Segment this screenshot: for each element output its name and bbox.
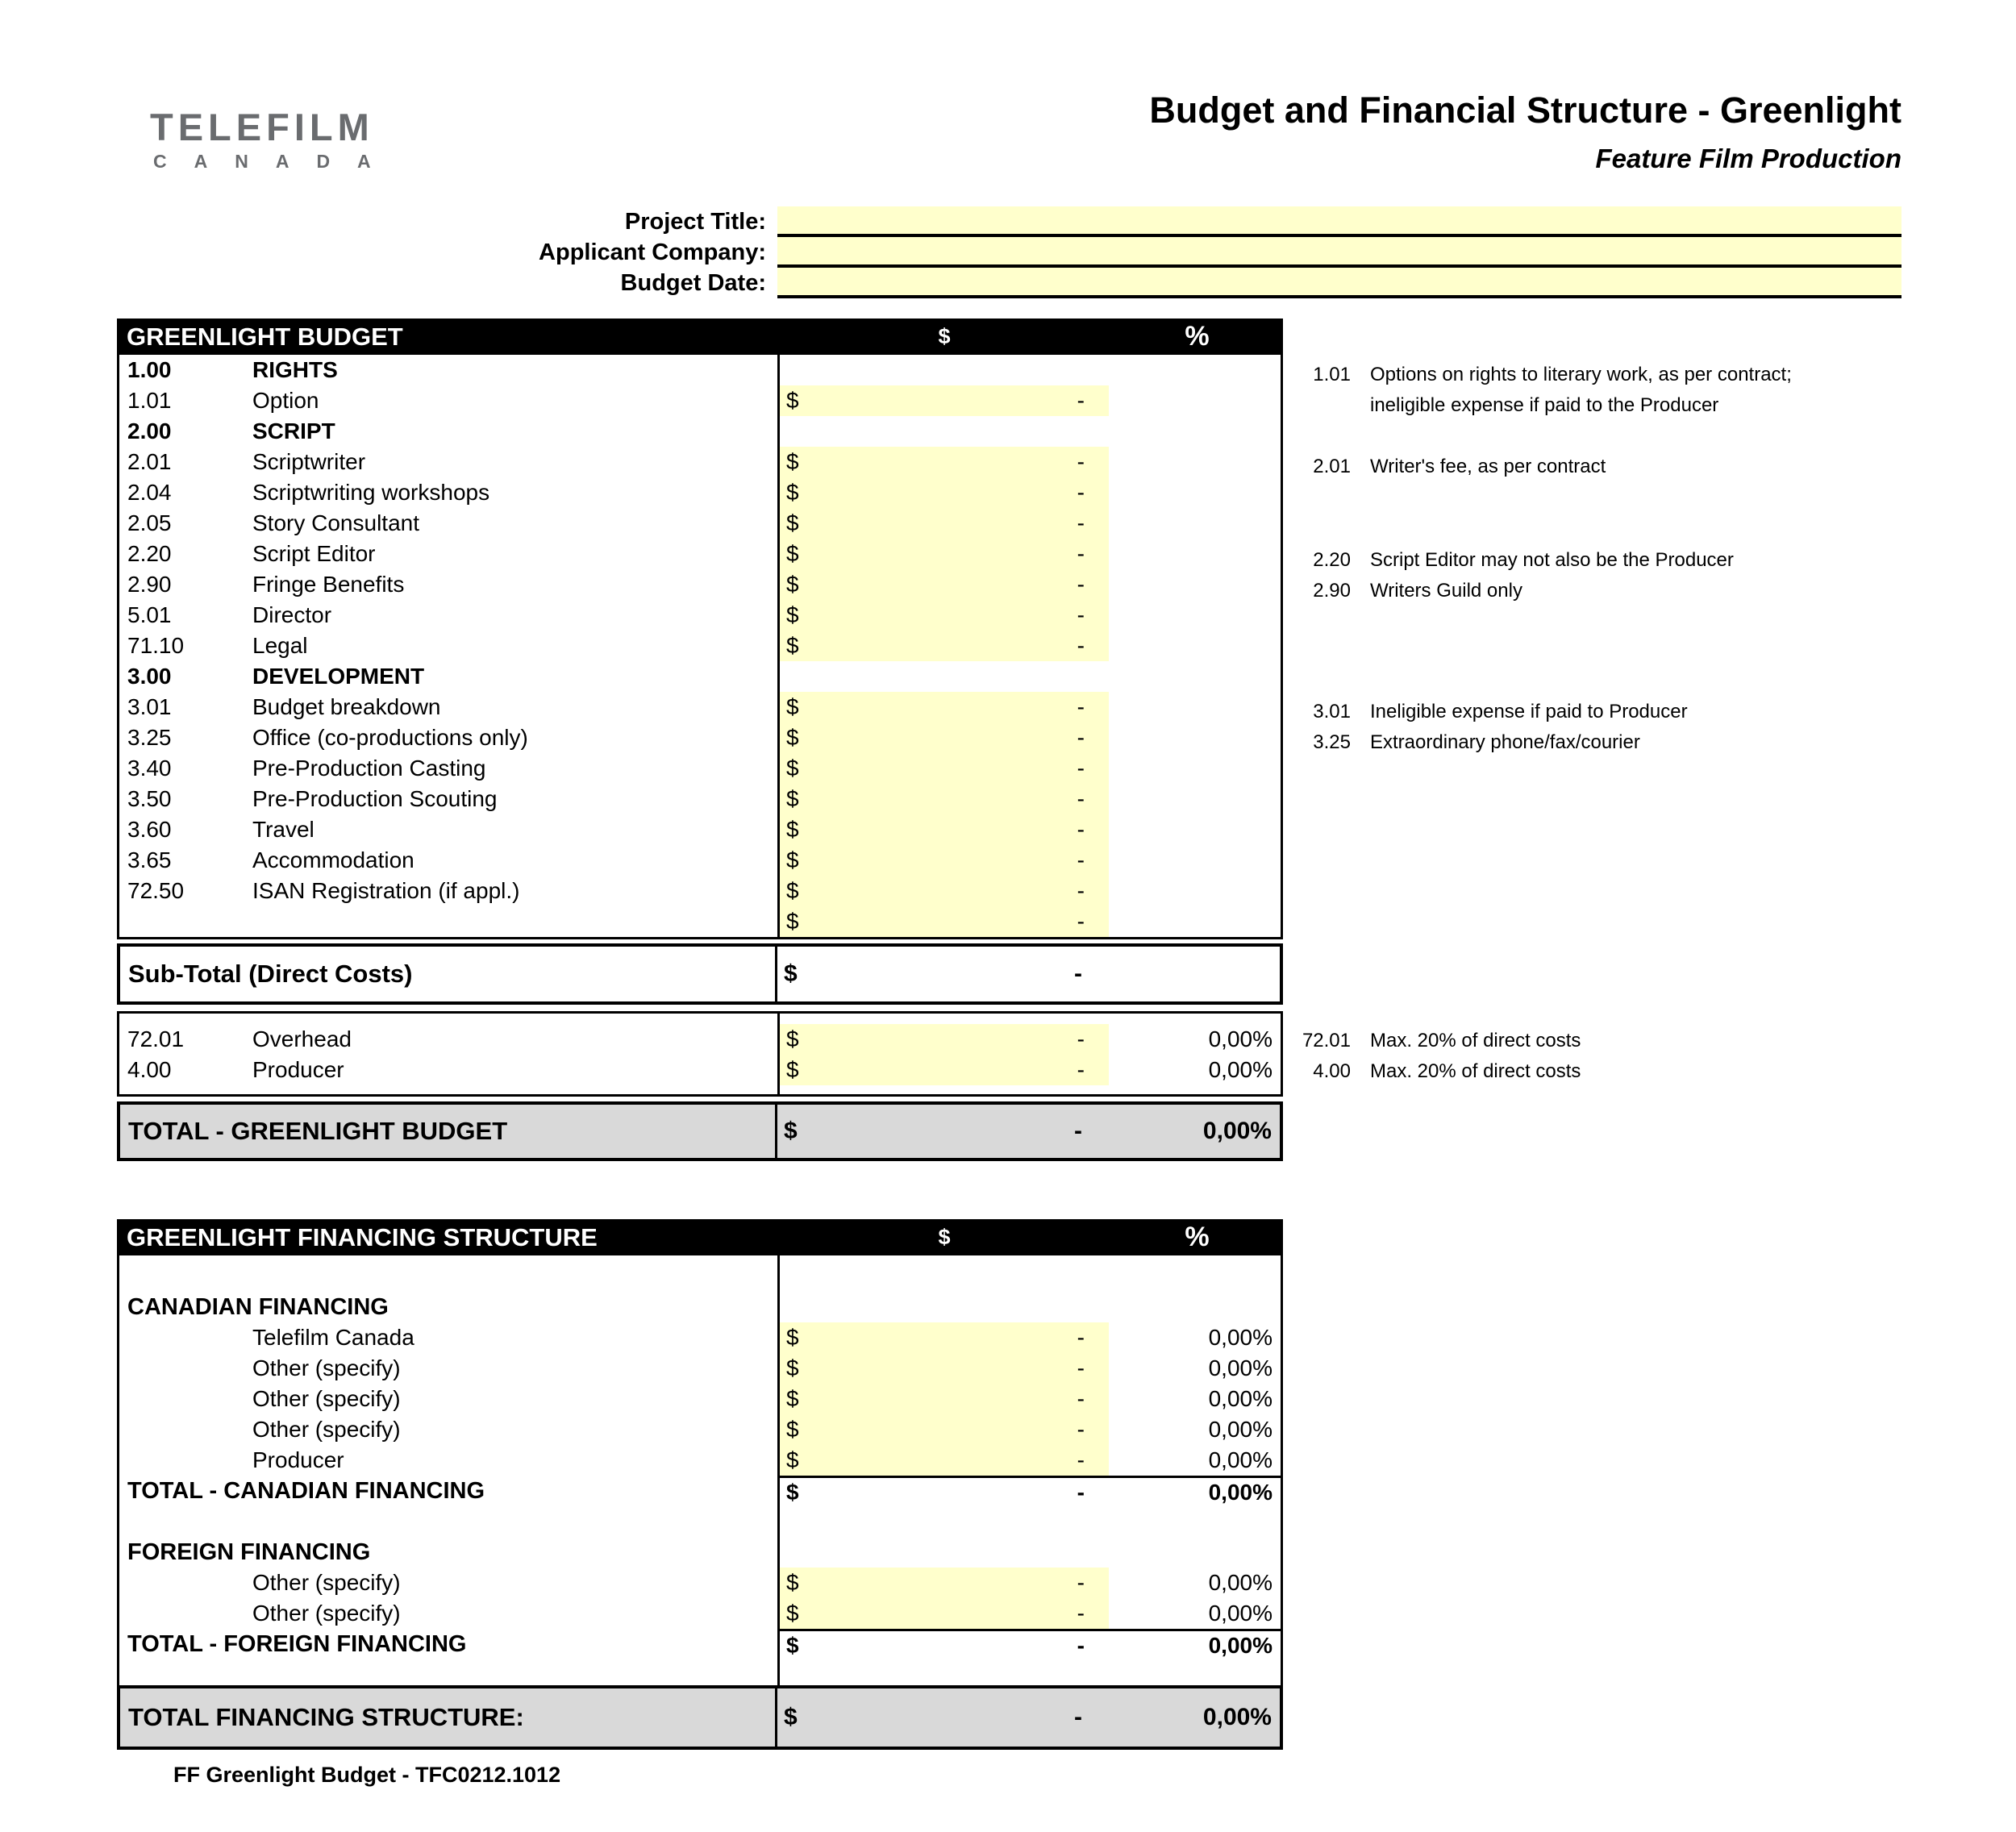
financing-item-row [119, 1414, 1281, 1445]
note-code: 1.01 [1313, 364, 1351, 385]
project-info-form [0, 206, 2016, 298]
page-title: Budget and Financial Structure - Greenlight [1149, 90, 1901, 131]
amount-input-cell[interactable]: $ - [780, 539, 1109, 569]
row-label: Pre-Production Scouting [252, 786, 498, 811]
financing-grand-total-amount-cell: $ - [784, 1704, 1082, 1730]
amount-input-cell[interactable]: $ - [780, 477, 1109, 508]
percent-cell [1109, 661, 1281, 692]
row-label: Producer [252, 1447, 344, 1472]
budget-total-amount-cell: $ - [784, 1118, 1082, 1144]
percent-cell: 0,00% [1208, 1325, 1272, 1350]
row-label: Scriptwriter [252, 449, 366, 474]
budget-note [1286, 576, 1522, 606]
note-text: Writer's fee, as per contract [1370, 456, 1606, 477]
row-label: Budget breakdown [252, 694, 441, 719]
row-label: Other (specify) [252, 1386, 401, 1411]
row-code: 72.50 [127, 878, 185, 903]
note-text: Max. 20% of direct costs [1370, 1030, 1581, 1051]
budget-note [1286, 360, 1792, 421]
financing-item-row [119, 1384, 1281, 1414]
percent-cell [1109, 753, 1281, 784]
row-label: Travel [252, 817, 314, 842]
percent-column-header: % [1185, 1222, 1210, 1252]
canadian-financing-heading-row [119, 1292, 1281, 1322]
financing-grand-total-label: TOTAL FINANCING STRUCTURE: [128, 1703, 524, 1731]
budget-item-row [119, 539, 1281, 569]
budget-section-row [119, 661, 1281, 692]
budget-section-row [119, 416, 1281, 447]
amount-cell [780, 416, 1109, 447]
total-percent-cell: 0,00% [1208, 1632, 1272, 1658]
row-label: Accommodation [252, 847, 414, 872]
form-row-applicant-company [0, 237, 2016, 268]
percent-cell: 0,00% [1208, 1057, 1272, 1082]
row-label: Office (co-productions only) [252, 725, 528, 750]
row-code: 4.00 [127, 1057, 172, 1082]
row-label: Other (specify) [252, 1417, 401, 1442]
amount-input-cell[interactable]: $ - [780, 1445, 1109, 1476]
budget-table-body [117, 355, 1283, 939]
row-code: 3.01 [127, 694, 172, 719]
percent-cell [1109, 508, 1281, 539]
budget-note [1286, 452, 1606, 482]
amount-input-cell[interactable]: $ - [780, 508, 1109, 539]
percent-cell: 0,00% [1208, 1355, 1272, 1380]
amount-input-cell[interactable]: $ - [780, 1322, 1109, 1353]
row-code: 71.10 [127, 633, 185, 658]
logo-wordmark: TELEFILM [150, 106, 374, 148]
spacer-row [119, 1255, 1281, 1292]
note-code: 2.90 [1313, 580, 1351, 602]
financing-table-title: GREENLIGHT FINANCING STRUCTURE [127, 1222, 598, 1251]
row-code: 2.00 [127, 418, 172, 443]
row-label: Director [252, 602, 332, 627]
percent-cell [1109, 355, 1281, 385]
budget-section-row [119, 355, 1281, 385]
amount-input-cell[interactable]: $ - [780, 1384, 1109, 1414]
amount-cell [780, 355, 1109, 385]
budget-header-bar [117, 319, 1283, 355]
subtotal-label: Sub-Total (Direct Costs) [128, 960, 413, 988]
row-label: Other (specify) [252, 1355, 401, 1380]
row-label: Scriptwriting workshops [252, 480, 490, 505]
row-label [252, 906, 777, 937]
row-label: SCRIPT [252, 418, 335, 443]
logo-subtext: CANADA [153, 151, 398, 172]
row-label: Legal [252, 633, 308, 658]
budget-item-row [119, 385, 1281, 416]
budget-total-label: TOTAL - GREENLIGHT BUDGET [128, 1117, 508, 1145]
row-label: Other (specify) [252, 1570, 401, 1595]
note-code: 4.00 [1313, 1060, 1351, 1082]
row-code: 3.00 [127, 664, 172, 689]
percent-cell: 0,00% [1208, 1570, 1272, 1595]
note-text: Ineligible expense if paid to Producer [1370, 701, 1688, 722]
row-label: ISAN Registration (if appl.) [252, 878, 520, 903]
form-row-project-title [0, 206, 2016, 237]
financing-header-bar [117, 1219, 1283, 1255]
budget-note [1286, 1026, 1581, 1056]
financing-item-row [119, 1353, 1281, 1384]
percent-cell [1109, 385, 1281, 416]
amount-input-cell[interactable]: $ - [780, 1055, 1109, 1085]
subtotal-direct-costs-row [117, 943, 1283, 1005]
foreign-financing-total-row [119, 1629, 1281, 1659]
budget-total-percent-cell: 0,00% [1202, 1118, 1272, 1144]
total-amount-cell: $ - [786, 1479, 1085, 1505]
row-code: 1.00 [127, 357, 172, 382]
financing-table-body [117, 1255, 1283, 1688]
note-code: 72.01 [1302, 1030, 1351, 1051]
percent-cell [1109, 906, 1281, 937]
group-heading: FOREIGN FINANCING [127, 1538, 371, 1565]
spacer-row [119, 1506, 1281, 1537]
row-code: 5.01 [127, 602, 172, 627]
note-text: Script Editor may not also be the Producer [1370, 549, 1734, 571]
note-code: 3.25 [1313, 731, 1351, 753]
row-code: 3.40 [127, 756, 172, 781]
amount-input-cell[interactable]: $ - [780, 631, 1109, 661]
spacer-row [119, 1659, 1281, 1685]
financing-item-row [119, 1568, 1281, 1598]
amount-input-cell[interactable]: $ - [780, 1024, 1109, 1055]
note-code: 2.01 [1313, 456, 1351, 477]
percent-cell: 0,00% [1208, 1601, 1272, 1626]
amount-input-cell[interactable]: $ - [780, 722, 1109, 753]
budget-item-row [119, 569, 1281, 600]
dollar-column-header: $ [938, 324, 951, 348]
budget-item-row [119, 477, 1281, 508]
total-label: TOTAL - CANADIAN FINANCING [127, 1477, 485, 1504]
row-code: 3.25 [127, 725, 172, 750]
financing-structure-table [117, 1219, 1283, 1688]
masthead [1149, 90, 1901, 174]
amount-input-cell[interactable]: $ - [780, 600, 1109, 631]
overhead-producer-box [117, 1011, 1283, 1097]
total-percent-cell: 0,00% [1208, 1479, 1272, 1505]
row-code: 1.01 [127, 388, 172, 413]
percent-cell [1109, 784, 1281, 814]
row-label: Producer [252, 1057, 344, 1082]
canadian-financing-total-row [119, 1476, 1281, 1506]
budget-date-input[interactable] [777, 268, 1901, 298]
note-text: Writers Guild only [1370, 580, 1522, 602]
percent-cell [1109, 876, 1281, 906]
project-title-label: Project Title: [624, 209, 766, 235]
budget-item-row [119, 447, 1281, 477]
budget-item-row [119, 508, 1281, 539]
percent-cell [1109, 631, 1281, 661]
percent-cell [1109, 416, 1281, 447]
amount-input-cell[interactable]: $ - [780, 1353, 1109, 1384]
budget-item-row [119, 845, 1281, 876]
row-code: 2.05 [127, 510, 172, 535]
amount-input-cell[interactable]: $ - [780, 876, 1109, 906]
row-label: Telefilm Canada [252, 1325, 414, 1350]
budget-item-row [119, 876, 1281, 906]
percent-cell [1109, 539, 1281, 569]
budget-item-row [119, 784, 1281, 814]
amount-input-cell[interactable]: $ - [780, 906, 1109, 937]
budget-item-row [119, 600, 1281, 631]
financing-item-row [119, 1445, 1281, 1476]
budget-item-row [119, 692, 1281, 722]
row-code [119, 906, 252, 937]
row-label: RIGHTS [252, 357, 338, 382]
subtotal-amount-cell: $ - [784, 960, 1082, 987]
telefilm-canada-logo [150, 108, 398, 171]
row-label: Script Editor [252, 541, 376, 566]
amount-cell [780, 661, 1109, 692]
row-code: 3.60 [127, 817, 172, 842]
amount-input-cell[interactable]: $ - [780, 385, 1109, 416]
amount-input-cell[interactable]: $ - [780, 814, 1109, 845]
total-label: TOTAL - FOREIGN FINANCING [127, 1630, 467, 1657]
greenlight-budget-table [117, 319, 1283, 939]
row-label: Overhead [252, 1026, 352, 1051]
budget-fee-row [119, 1055, 1281, 1085]
row-label: DEVELOPMENT [252, 664, 425, 689]
foreign-financing-heading-row [119, 1537, 1281, 1568]
amount-input-cell[interactable]: $ - [780, 1598, 1109, 1629]
percent-column-header: % [1185, 321, 1210, 352]
percent-cell: 0,00% [1208, 1417, 1272, 1442]
budget-table-title: GREENLIGHT BUDGET [127, 322, 403, 351]
financing-item-row [119, 1322, 1281, 1353]
note-text: Max. 20% of direct costs [1370, 1060, 1581, 1082]
percent-cell [1109, 447, 1281, 477]
row-code: 3.65 [127, 847, 172, 872]
note-code: 2.20 [1313, 549, 1351, 571]
percent-cell [1109, 722, 1281, 753]
percent-cell: 0,00% [1208, 1026, 1272, 1051]
percent-cell [1109, 600, 1281, 631]
page-subtitle: Feature Film Production [1595, 144, 1901, 173]
percent-cell [1109, 692, 1281, 722]
percent-cell [1109, 569, 1281, 600]
row-code: 72.01 [127, 1026, 185, 1051]
financing-item-row [119, 1598, 1281, 1629]
note-text: Options on rights to literary work, as per contract; ineligible expense if paid to the Producer [1370, 364, 1792, 416]
budget-item-row [119, 753, 1281, 784]
applicant-company-input[interactable] [777, 237, 1901, 268]
row-code: 2.20 [127, 541, 172, 566]
budget-note [1286, 1056, 1581, 1087]
percent-cell [1109, 814, 1281, 845]
form-row-budget-date [0, 268, 2016, 298]
budget-total-row [117, 1101, 1283, 1161]
row-code: 2.90 [127, 572, 172, 597]
amount-input-cell[interactable]: $ - [780, 1568, 1109, 1598]
percent-cell: 0,00% [1208, 1447, 1272, 1472]
amount-input-cell[interactable]: $ - [780, 447, 1109, 477]
amount-input-cell[interactable]: $ - [780, 1414, 1109, 1445]
financing-grand-total-percent-cell: 0,00% [1202, 1704, 1272, 1730]
row-code: 2.04 [127, 480, 172, 505]
percent-cell [1109, 477, 1281, 508]
total-amount-cell: $ - [786, 1632, 1085, 1658]
row-code: 2.01 [127, 449, 172, 474]
financing-grand-total-row [117, 1685, 1283, 1750]
row-label: Fringe Benefits [252, 572, 405, 597]
row-label: Story Consultant [252, 510, 419, 535]
note-code: 3.01 [1313, 701, 1351, 722]
percent-cell: 0,00% [1208, 1386, 1272, 1411]
amount-input-cell[interactable]: $ - [780, 753, 1109, 784]
applicant-company-label: Applicant Company: [539, 239, 766, 265]
budget-item-row [119, 814, 1281, 845]
row-label: Option [252, 388, 319, 413]
budget-date-label: Budget Date: [620, 270, 766, 296]
subtotal-percent-cell [1106, 947, 1280, 1001]
percent-cell [1109, 845, 1281, 876]
amount-input-cell[interactable]: $ - [780, 692, 1109, 722]
row-label: Other (specify) [252, 1601, 401, 1626]
budget-item-row [119, 906, 1281, 937]
group-heading: CANADIAN FINANCING [127, 1293, 389, 1320]
form-id-footer: FF Greenlight Budget - TFC0212.1012 [173, 1763, 561, 1787]
budget-note [1286, 545, 1734, 576]
amount-input-cell[interactable]: $ - [780, 845, 1109, 876]
project-title-input[interactable] [777, 206, 1901, 237]
note-text: Extraordinary phone/fax/courier [1370, 731, 1640, 753]
row-label: Pre-Production Casting [252, 756, 486, 781]
dollar-column-header: $ [938, 1225, 951, 1249]
budget-fee-row [119, 1024, 1281, 1055]
budget-item-row [119, 631, 1281, 661]
amount-input-cell[interactable]: $ - [780, 784, 1109, 814]
budget-note [1286, 697, 1688, 727]
row-code: 3.50 [127, 786, 172, 811]
budget-note [1286, 727, 1640, 758]
amount-input-cell[interactable]: $ - [780, 569, 1109, 600]
budget-item-row [119, 722, 1281, 753]
